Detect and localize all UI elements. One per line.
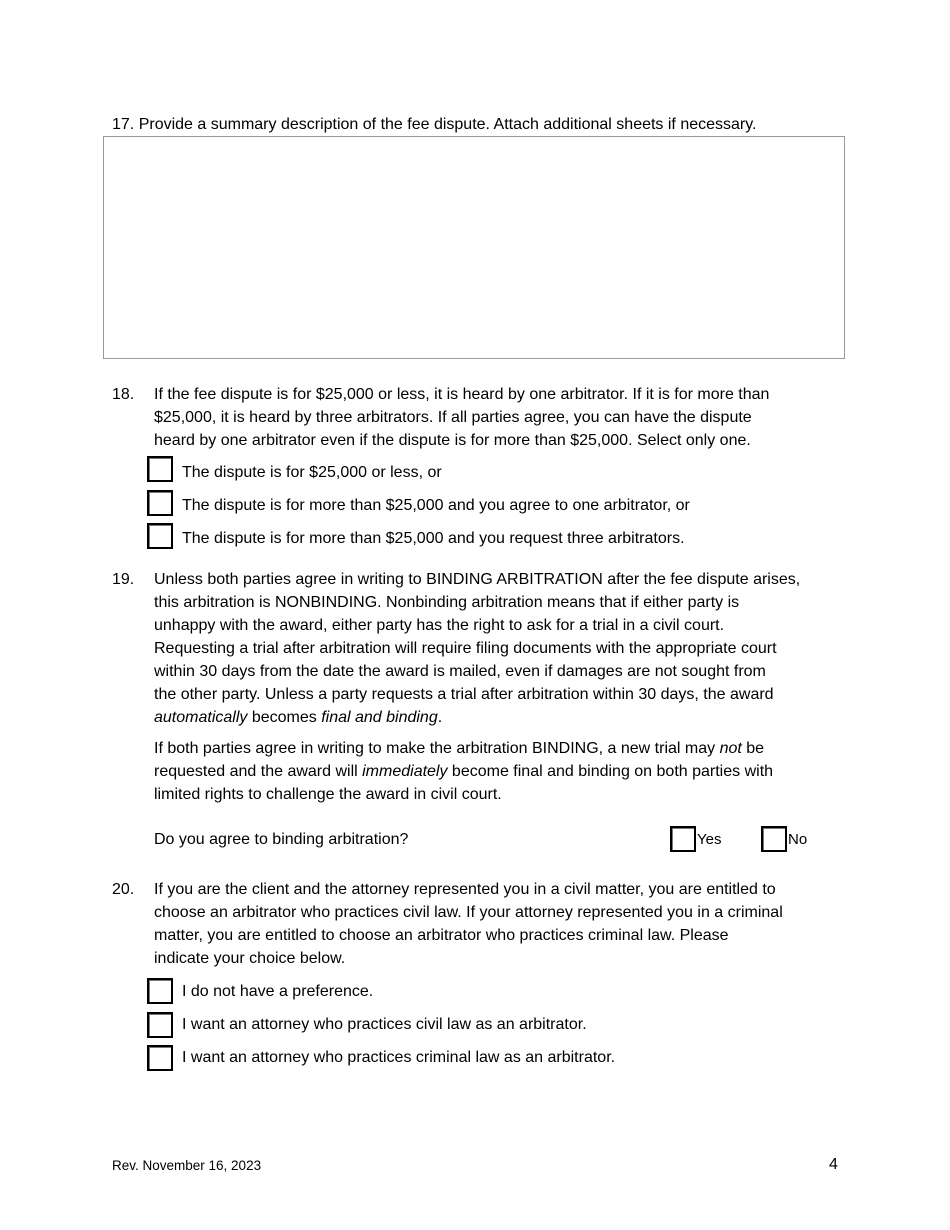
- dispute-description-field[interactable]: [103, 136, 845, 359]
- q20-option-1-label: I do not have a preference.: [182, 983, 374, 1000]
- q18-option-1-checkbox[interactable]: [147, 456, 173, 482]
- q19-para2-line-1: If both parties agree in writing to make the arbitration BINDING, a new trial may not be: [154, 740, 765, 757]
- q18-option-1-label: The dispute is for $25,000 or less, or: [182, 464, 442, 481]
- q18-number: 18.: [112, 386, 135, 403]
- q19-line-4: Requesting a trial after arbitration will require filing documents with the appropriate court: [154, 640, 777, 657]
- q20-line-1: If you are the client and the attorney represented you in a civil matter, you are entitled to: [154, 881, 776, 898]
- binding-no-label: No: [788, 831, 808, 848]
- q19-line-2: this arbitration is NONBINDING. Nonbinding arbitration means that if either party is: [154, 594, 740, 611]
- binding-no-checkbox[interactable]: [761, 826, 787, 852]
- q19-line-1: Unless both parties agree in writing to BINDING ARBITRATION after the fee dispute arises,: [154, 571, 801, 588]
- binding-arbitration-question: Do you agree to binding arbitration?: [154, 831, 409, 848]
- q20-text: [154, 878, 844, 970]
- q20-line-2: choose an arbitrator who practices civil law. If your attorney represented you in a criminal: [154, 904, 783, 921]
- q19-number: 19.: [112, 571, 135, 588]
- q20-line-3: matter, you are entitled to choose an arbitrator who practices criminal law. Please: [154, 927, 729, 944]
- q20-line-4: indicate your choice below.: [154, 950, 346, 967]
- q20-number: 20.: [112, 881, 135, 898]
- q20-option-2-label: I want an attorney who practices civil law as an arbitrator.: [182, 1016, 587, 1033]
- q18-option-2-checkbox[interactable]: [147, 490, 173, 516]
- q20-option-3-label: I want an attorney who practices criminal law as an arbitrator.: [182, 1049, 616, 1066]
- q19-para2-line-3: limited rights to challenge the award in civil court.: [154, 786, 502, 803]
- q18-text: [154, 383, 844, 452]
- q19-line-5: within 30 days from the date the award is mailed, even if damages are not sought from: [154, 663, 766, 680]
- q20-option-2-checkbox[interactable]: [147, 1012, 173, 1038]
- q18-line-2: $25,000, it is heard by three arbitrators. If all parties agree, you can have the dispute: [154, 409, 752, 426]
- q18-line-1: If the fee dispute is for $25,000 or less, it is heard by one arbitrator. If it is for more than: [154, 386, 770, 403]
- q19-text: [154, 568, 844, 729]
- binding-yes-checkbox[interactable]: [670, 826, 696, 852]
- q19-line-7: automatically becomes final and binding.: [154, 709, 443, 726]
- q18-option-3-label: The dispute is for more than $25,000 and you request three arbitrators.: [182, 530, 685, 547]
- q20-option-3-checkbox[interactable]: [147, 1045, 173, 1071]
- binding-yes-label: Yes: [697, 831, 722, 848]
- q20-option-1-checkbox[interactable]: [147, 978, 173, 1004]
- q19-para2-line-2: requested and the award will immediately become final and binding on both parties with: [154, 763, 774, 780]
- q19-line-6: the other party. Unless a party requests a trial after arbitration within 30 days, the award: [154, 686, 774, 703]
- revision-date: Rev. November 16, 2023: [112, 1158, 262, 1173]
- q18-line-3: heard by one arbitrator even if the dispute is for more than $25,000. Select only one.: [154, 432, 751, 449]
- q18-option-2-label: The dispute is for more than $25,000 and you agree to one arbitrator, or: [182, 497, 690, 514]
- page-number: 4: [829, 1156, 838, 1173]
- q19-binding-paragraph: [154, 737, 844, 806]
- q17-prompt: 17. Provide a summary description of the fee dispute. Attach additional sheets if necessary.: [112, 116, 757, 133]
- q18-option-3-checkbox[interactable]: [147, 523, 173, 549]
- q19-line-3: unhappy with the award, either party has the right to ask for a trial in a civil court.: [154, 617, 725, 634]
